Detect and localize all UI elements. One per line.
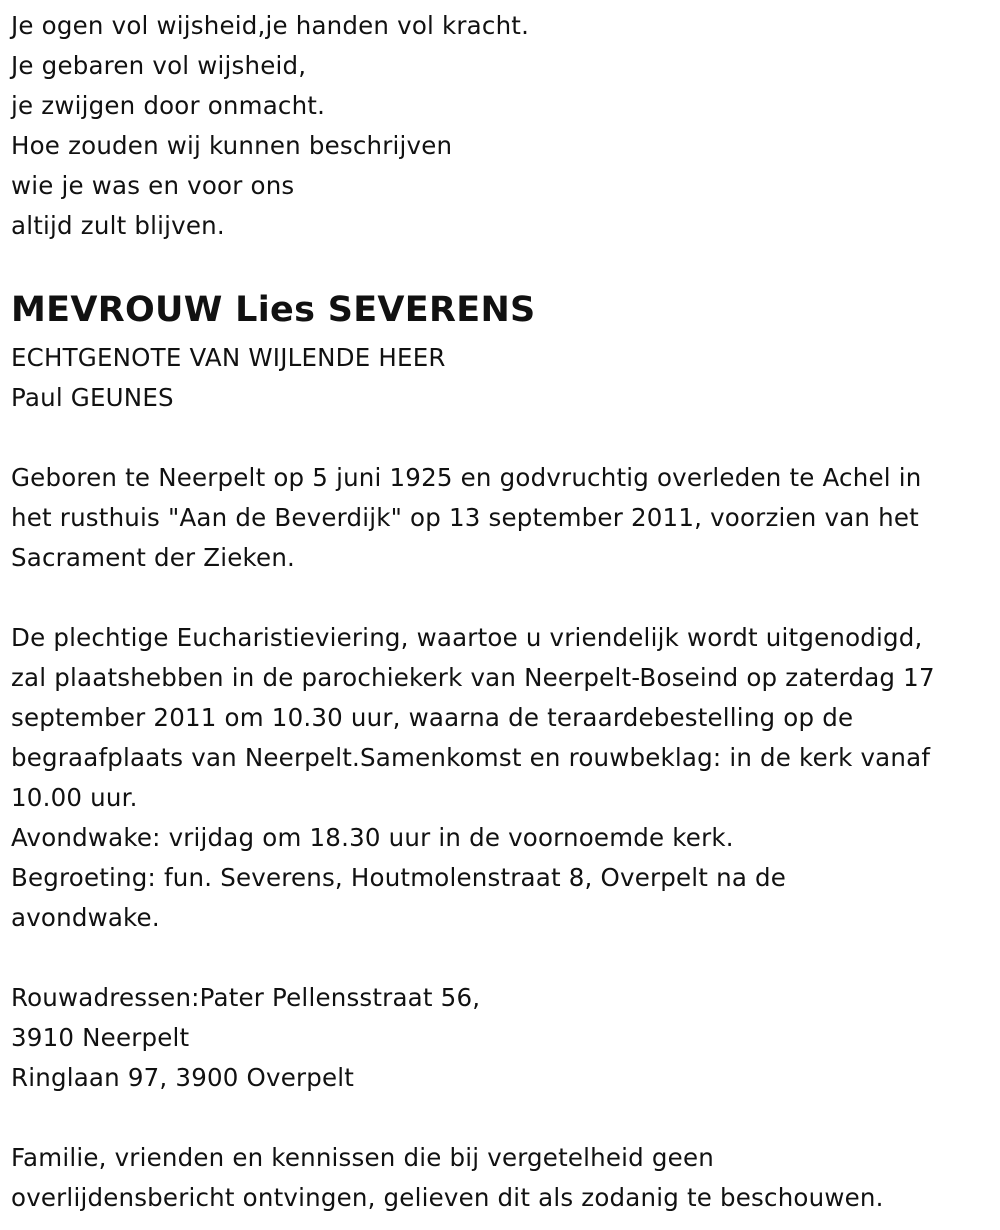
poem (11, 6, 996, 246)
obituary-document (11, 6, 996, 1218)
birth-death-paragraph (11, 458, 996, 578)
paragraph-line: overlijdensbericht ontvingen, gelieven dit als zodanig te beschouwen. (11, 1183, 884, 1212)
paragraph-line: Sacrament der Zieken. (11, 543, 296, 572)
spacer (11, 1098, 996, 1138)
paragraph-line: 10.00 uur. (11, 783, 138, 812)
spouse-line: Paul GEUNES (11, 383, 174, 412)
poem-line: altijd zult blijven. (11, 211, 225, 240)
address-line: Rouwadressen:Pater Pellensstraat 56, (11, 983, 481, 1012)
paragraph-line: Geboren te Neerpelt op 5 juni 1925 en godvruchtig overleden te Achel in (11, 463, 922, 492)
paragraph-line: Begroeting: fun. Severens, Houtmolenstraat 8, Overpelt na de (11, 863, 787, 892)
poem-line: Je ogen vol wijsheid,je handen vol kracht. (11, 11, 530, 40)
ceremony-paragraph (11, 618, 996, 938)
spacer (11, 418, 996, 458)
paragraph-line: avondwake. (11, 903, 160, 932)
poem-line: Hoe zouden wij kunnen beschrijven (11, 131, 453, 160)
spouse-line: ECHTGENOTE VAN WIJLENDE HEER (11, 343, 446, 372)
deceased-name: MEVROUW Lies SEVERENS (11, 290, 536, 330)
paragraph-line: Avondwake: vrijdag om 18.30 uur in de voornoemde kerk. (11, 823, 734, 852)
spouse-section (11, 338, 996, 418)
spacer (11, 938, 996, 978)
poem-line: Je gebaren vol wijsheid, (11, 51, 307, 80)
address-line: 3910 Neerpelt (11, 1023, 190, 1052)
paragraph-line: De plechtige Eucharistieviering, waartoe u vriendelijk wordt uitgenodigd, (11, 623, 923, 652)
closing-paragraph (11, 1138, 996, 1218)
paragraph-line: het rusthuis "Aan de Beverdijk" op 13 september 2011, voorzien van het (11, 503, 919, 532)
poem-line: je zwijgen door onmacht. (11, 91, 326, 120)
poem-line: wie je was en voor ons (11, 171, 295, 200)
paragraph-line: september 2011 om 10.30 uur, waarna de teraardebestelling op de (11, 703, 854, 732)
paragraph-line: Familie, vrienden en kennissen die bij vergetelheid geen (11, 1143, 714, 1172)
paragraph-line: zal plaatshebben in de parochiekerk van Neerpelt-Boseind op zaterdag 17 (11, 663, 935, 692)
paragraph-line: begraafplaats van Neerpelt.Samenkomst en rouwbeklag: in de kerk vanaf (11, 743, 931, 772)
address-line: Ringlaan 97, 3900 Overpelt (11, 1063, 355, 1092)
spacer (11, 578, 996, 618)
addresses-section (11, 978, 996, 1098)
